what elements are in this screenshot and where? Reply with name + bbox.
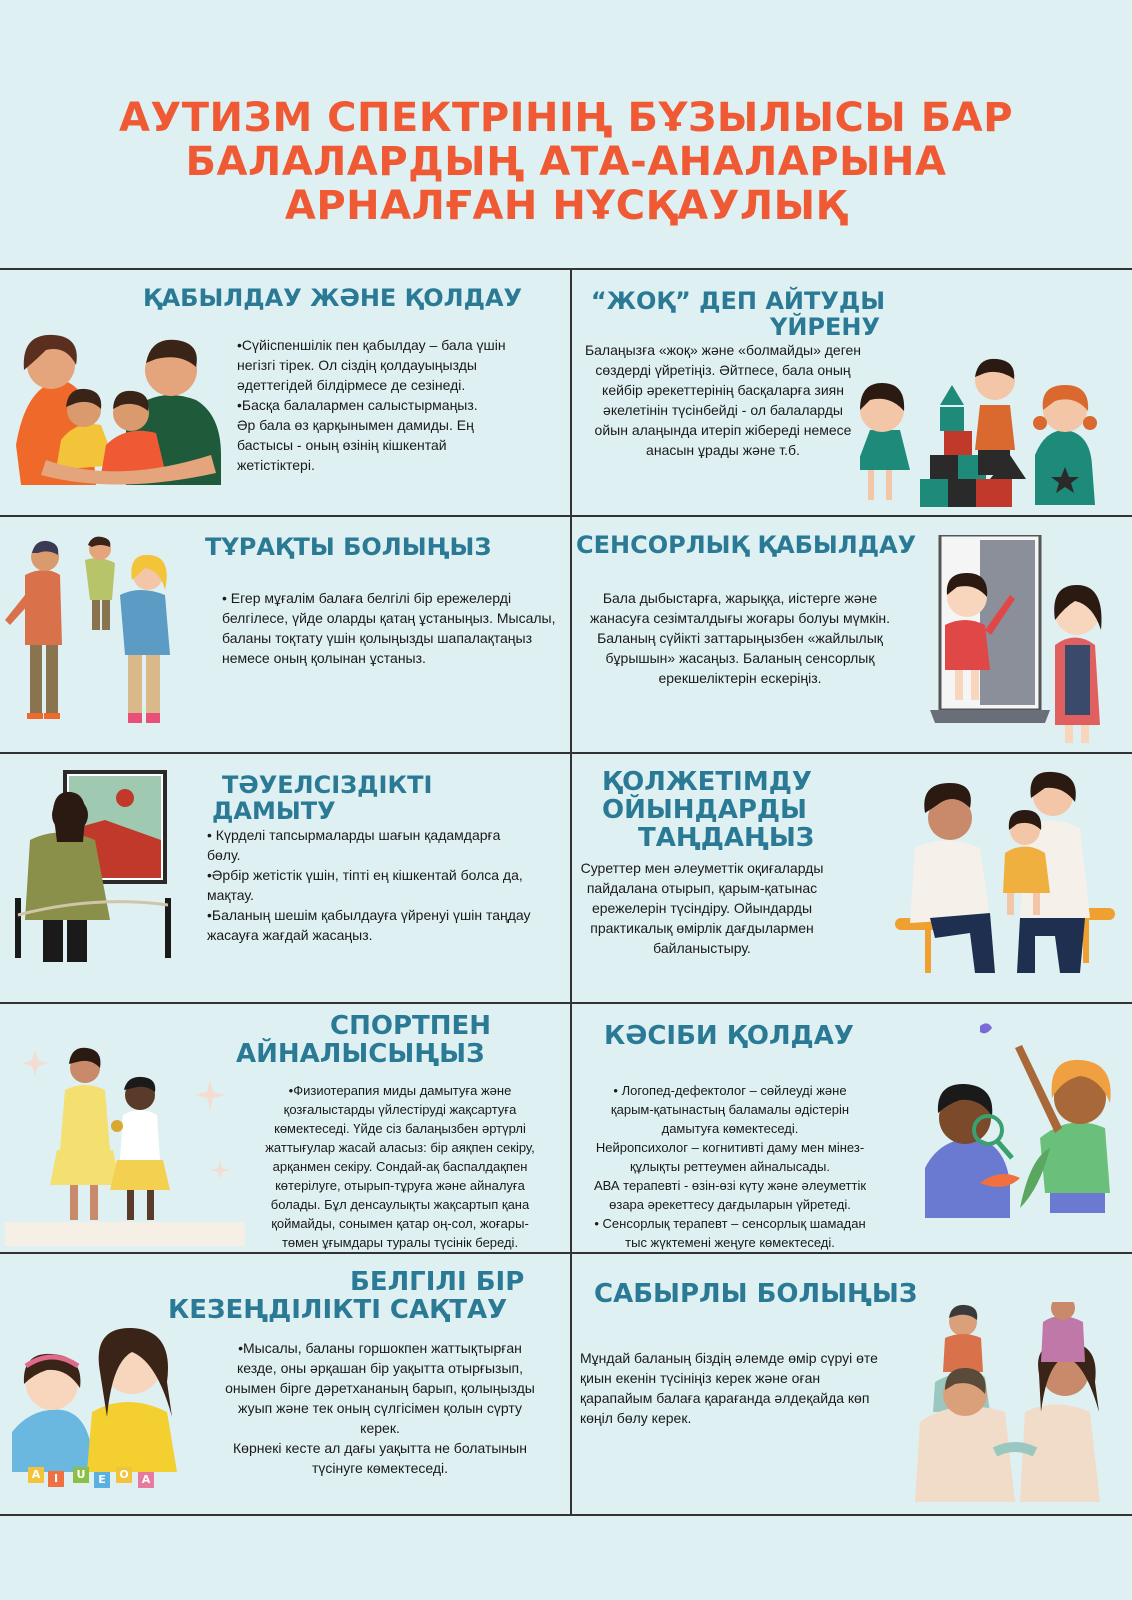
text-line: болады. Бұл денсаулықты жақсартып қана [270, 1197, 530, 1212]
heading-acceptance-support: ҚАБЫЛДАУ ЖӘНЕ ҚОЛДАУ [143, 284, 523, 312]
text-line: жуып және тек оның сүлгісімен қолын сүрту [238, 1400, 522, 1416]
text-line: немесе оның қолынан ұстаныз. [222, 650, 426, 666]
divider-row-3 [0, 752, 1132, 754]
letter-block: I [48, 1471, 64, 1487]
text-line: жетістіктері. [237, 457, 315, 473]
heading-independence-line-1: ТӘУЕЛСІЗДІКТІ [222, 771, 433, 799]
heading-teach-no-line-1: “ЖОҚ” ДЕП АЙТУДЫ [590, 287, 886, 315]
page-title [0, 96, 1132, 228]
text-line: ойын алаңында итеріп жібереді немесе [594, 422, 852, 438]
letter-block: E [94, 1472, 110, 1488]
heading-independence-line-2: ДАМЫТУ [212, 797, 336, 825]
heading-be-patient: САБЫРЛЫ БОЛЫҢЫЗ [594, 1279, 918, 1309]
text-line: әкелетінін түсінбейді - ол балаларды [603, 402, 843, 418]
letter-block: O [116, 1467, 132, 1483]
heading-professional-support: КӘСІБИ ҚОЛДАУ [604, 1021, 854, 1051]
text-line: жаттығулар жасай аласыз: бір аяқпен секіру, [265, 1140, 535, 1155]
text-professional-support [580, 1081, 880, 1252]
text-line: АВА терапевті - өзін-өзі күту және әлеуметтік [593, 1178, 867, 1193]
text-line: • Егер мұғалім балаға белгілі бір ережелерді [222, 590, 512, 606]
text-line: өзара әрекеттесу дағдыларын үйретеді. [609, 1197, 851, 1212]
family-hug-illustration [6, 325, 226, 490]
parents-swinging-child-illustration [0, 535, 185, 735]
text-line: көмектеседі. Үйде сіз балаңызбен әртүрлі [274, 1121, 526, 1136]
text-line: төмен ұғымдары туралы түсінік береді. [281, 1235, 519, 1250]
text-line: Суреттер мен әлеуметтік оқиғаларды [580, 860, 824, 876]
text-line: Көрнекі кесте ал дағы уақытта не болатынын [233, 1440, 527, 1456]
divider-row-4 [0, 1002, 1132, 1004]
heading-routine-line-2: КЕЗЕҢДІЛІКТІ САҚТАУ [168, 1295, 508, 1325]
text-routine [210, 1338, 550, 1478]
text-line: Мұндай баланың біздің әлемде өмір сүруі өте [580, 1350, 878, 1366]
text-line: •Сүйіспеншілік пен қабылдау – бала үшін [237, 337, 506, 353]
letter-block: A [138, 1472, 154, 1488]
heading-be-consistent: ТҰРАҚТЫ БОЛЫҢЫЗ [205, 533, 492, 561]
text-line: • Логопед-дефектолог – сөйлеуді және [613, 1083, 847, 1098]
title-line-1: АУТИЗМ СПЕКТРІНІҢ БҰЗЫЛЫСЫ БАР [118, 95, 1014, 141]
heading-routine-line-1: БЕЛГІЛІ БІР [350, 1267, 525, 1297]
title-line-2: БАЛАЛАРДЫҢ АТА-АНАЛАРЫНА [185, 139, 947, 185]
text-line: •Басқа балалармен салыстырмаңыз. [237, 397, 478, 413]
text-line: бөлу. [207, 847, 241, 863]
divider-row-5 [0, 1252, 1132, 1254]
text-line: бастысы - оның өзінің кішкентай [237, 437, 447, 453]
text-line: • Күрделі тапсырмаларды шағын қадамдарға [207, 827, 501, 843]
child-viewing-painting-illustration [15, 770, 180, 965]
text-line: •Баланың шешім қабылдауға үйренуі үшін таңдау [207, 907, 531, 923]
text-line: жасауға жағдай жасаңыз. [207, 927, 373, 943]
text-line: сөздерді үйретіңіз. Әйтпесе, бала оның [595, 362, 851, 378]
child-at-door-illustration [925, 535, 1120, 745]
doctor-with-child-illustration [895, 768, 1120, 998]
text-acceptance-support [237, 335, 557, 475]
divider-row-2 [0, 515, 1132, 517]
heading-games-line-2: ОЙЫНДАРДЫ [602, 795, 807, 825]
heading-sensory-perception: СЕНСОРЛЫҚ ҚАБЫЛДАУ [576, 531, 917, 559]
girls-with-letter-blocks-illustration [12, 1322, 187, 1487]
text-line: кезде, оны әрқашан бір уақытта отырғызып, [236, 1360, 524, 1376]
text-line: Балаңызға «жоқ» және «болмайды» деген [584, 342, 862, 358]
text-line: әдеттегідей білдірмесе де сезінеді. [237, 377, 466, 393]
medal-ceremony-illustration [5, 1040, 250, 1250]
text-line: Әр бала өз қарқынымен дамиды. Ең [237, 417, 474, 433]
text-accessible-games [572, 858, 832, 958]
text-line: Баланың сүйікті заттарыңызбен «жайлылық [597, 630, 883, 646]
text-line: қоймайды, сонымен қатар оң-сол, жоғары- [271, 1216, 529, 1231]
text-line: дамытуға көмектеседі. [661, 1121, 799, 1136]
heading-sports-line-1: СПОРТПЕН [330, 1011, 492, 1041]
text-line: бұрышын» жасаңыз. Баланың сенсорлық [605, 650, 875, 666]
text-line: •Мысалы, баланы горшокпен жаттықтырған [238, 1340, 522, 1356]
text-line: белгілесе, үйде оларды қатаң ұстаныңыз. Мысалы, [222, 610, 556, 626]
text-line: ережелерін түсіндіру. Ойындарды [591, 900, 813, 916]
heading-teach-no-line-2: ҮЙРЕНУ [769, 313, 880, 341]
text-line: Нейропсихолог – когнитивті даму мен мінез- [595, 1140, 865, 1155]
text-be-consistent [222, 588, 567, 668]
text-line: байланыстыру. [653, 940, 751, 956]
text-line: қозғалыстарды үйлестіруді жақсартуға [283, 1102, 517, 1117]
text-line: мақтау. [207, 887, 254, 903]
text-line: онымен бірге дәретхананың барып, қолыңызды [225, 1380, 535, 1396]
text-line: •Физиотерапия миды дамытуға және [288, 1083, 512, 1098]
text-line: практикалық өмірлік дағдылармен [590, 920, 814, 936]
text-line: қарым-қатынастың баламалы әдістерін [610, 1102, 850, 1117]
text-line: түсінуге көмектеседі. [311, 1460, 449, 1476]
title-line-3: АРНАЛҒАН НҰСҚАУЛЫҚ [284, 183, 848, 229]
divider-row-6 [0, 1514, 1132, 1516]
text-line: пайдалана отырып, қарым-қатынас [586, 880, 818, 896]
heading-sports-line-2: АЙНАЛЫСЫҢЫЗ [236, 1039, 485, 1069]
text-line: •Әрбір жетістік үшін, тіпті ең кішкентай болса да, [207, 867, 523, 883]
text-line: кейбір әрекеттерінің басқаларға зиян [602, 382, 844, 398]
divider-row-1 [0, 268, 1132, 270]
text-line: негізгі тірек. Ол сіздің қолдауыңызды [237, 357, 477, 373]
text-line: жанасуға сезімталдығы жоғары болуы мүмкін. [589, 610, 891, 626]
heading-games-line-3: ТАҢДАҢЫЗ [638, 823, 815, 853]
letter-block: U [73, 1467, 89, 1483]
text-sensory-perception [580, 588, 900, 688]
children-blocks-illustration [860, 355, 1130, 515]
text-independence [207, 825, 562, 945]
text-line: қарапайым балаға қарағанда әлдеқайда көп [580, 1390, 870, 1406]
text-line: қиын екенін түсініңіз керек және оған [580, 1370, 821, 1386]
family-piggyback-illustration [915, 1302, 1125, 1512]
text-line: арқанмен секіру. Сондай-ақ баспалдақпен [272, 1159, 528, 1174]
text-line: Бала дыбыстарға, жарыққа, иістерге және [602, 590, 878, 606]
text-line: құлықты реттеумен айналысады. [629, 1159, 830, 1174]
text-line: анасын ұрады және т.б. [646, 442, 800, 458]
text-line: ерекшеліктерін ескеріңіз. [658, 670, 822, 686]
heading-games-line-1: ҚОЛЖЕТІМДУ [602, 767, 812, 797]
text-teach-no [578, 340, 868, 460]
letter-block: A [28, 1467, 44, 1483]
text-line: керек. [360, 1420, 400, 1436]
text-sports [250, 1081, 550, 1252]
text-line: көтерілуге, отырып-тұруға және айналуға [275, 1178, 525, 1193]
text-line: тыс жүктемені жеңуге көмектеседі. [625, 1235, 835, 1250]
text-line: • Сенсорлық терапевт – сенсорлық шамадан [594, 1216, 866, 1231]
children-with-magnifier-illustration [920, 1018, 1130, 1228]
text-line: баланы тоқтату үшін қолыңызды шапалақтаңыз [222, 630, 533, 646]
text-line: көңіл бөлу керек. [580, 1410, 692, 1426]
text-be-patient [580, 1348, 900, 1428]
